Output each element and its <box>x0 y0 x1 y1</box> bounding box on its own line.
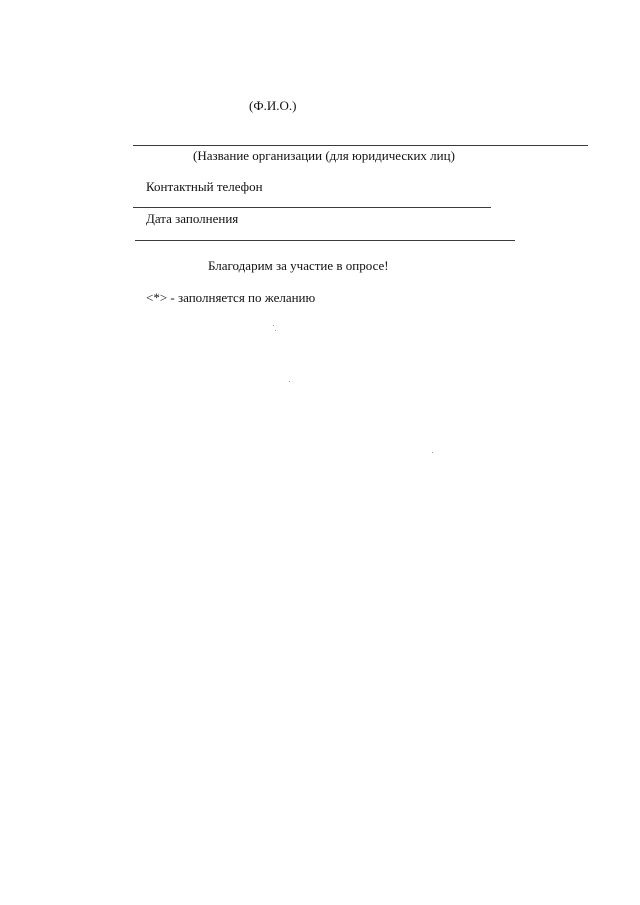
thanks-message: Благодарим за участие в опросе! <box>208 258 389 273</box>
organization-caption: (Название организации (для юридических лиц) <box>193 148 455 163</box>
date-label: Дата заполнения <box>146 211 239 226</box>
phone-label: Контактный телефон <box>146 179 263 194</box>
scan-speck <box>273 325 274 326</box>
scan-speck <box>289 381 290 382</box>
optional-footnote: <*> - заполняется по желанию <box>146 290 316 305</box>
date-line <box>135 240 515 241</box>
organization-name-line <box>133 145 588 146</box>
scan-speck <box>275 330 276 331</box>
scan-speck <box>432 452 433 453</box>
phone-line <box>133 207 491 208</box>
fio-caption: (Ф.И.О.) <box>249 98 297 113</box>
